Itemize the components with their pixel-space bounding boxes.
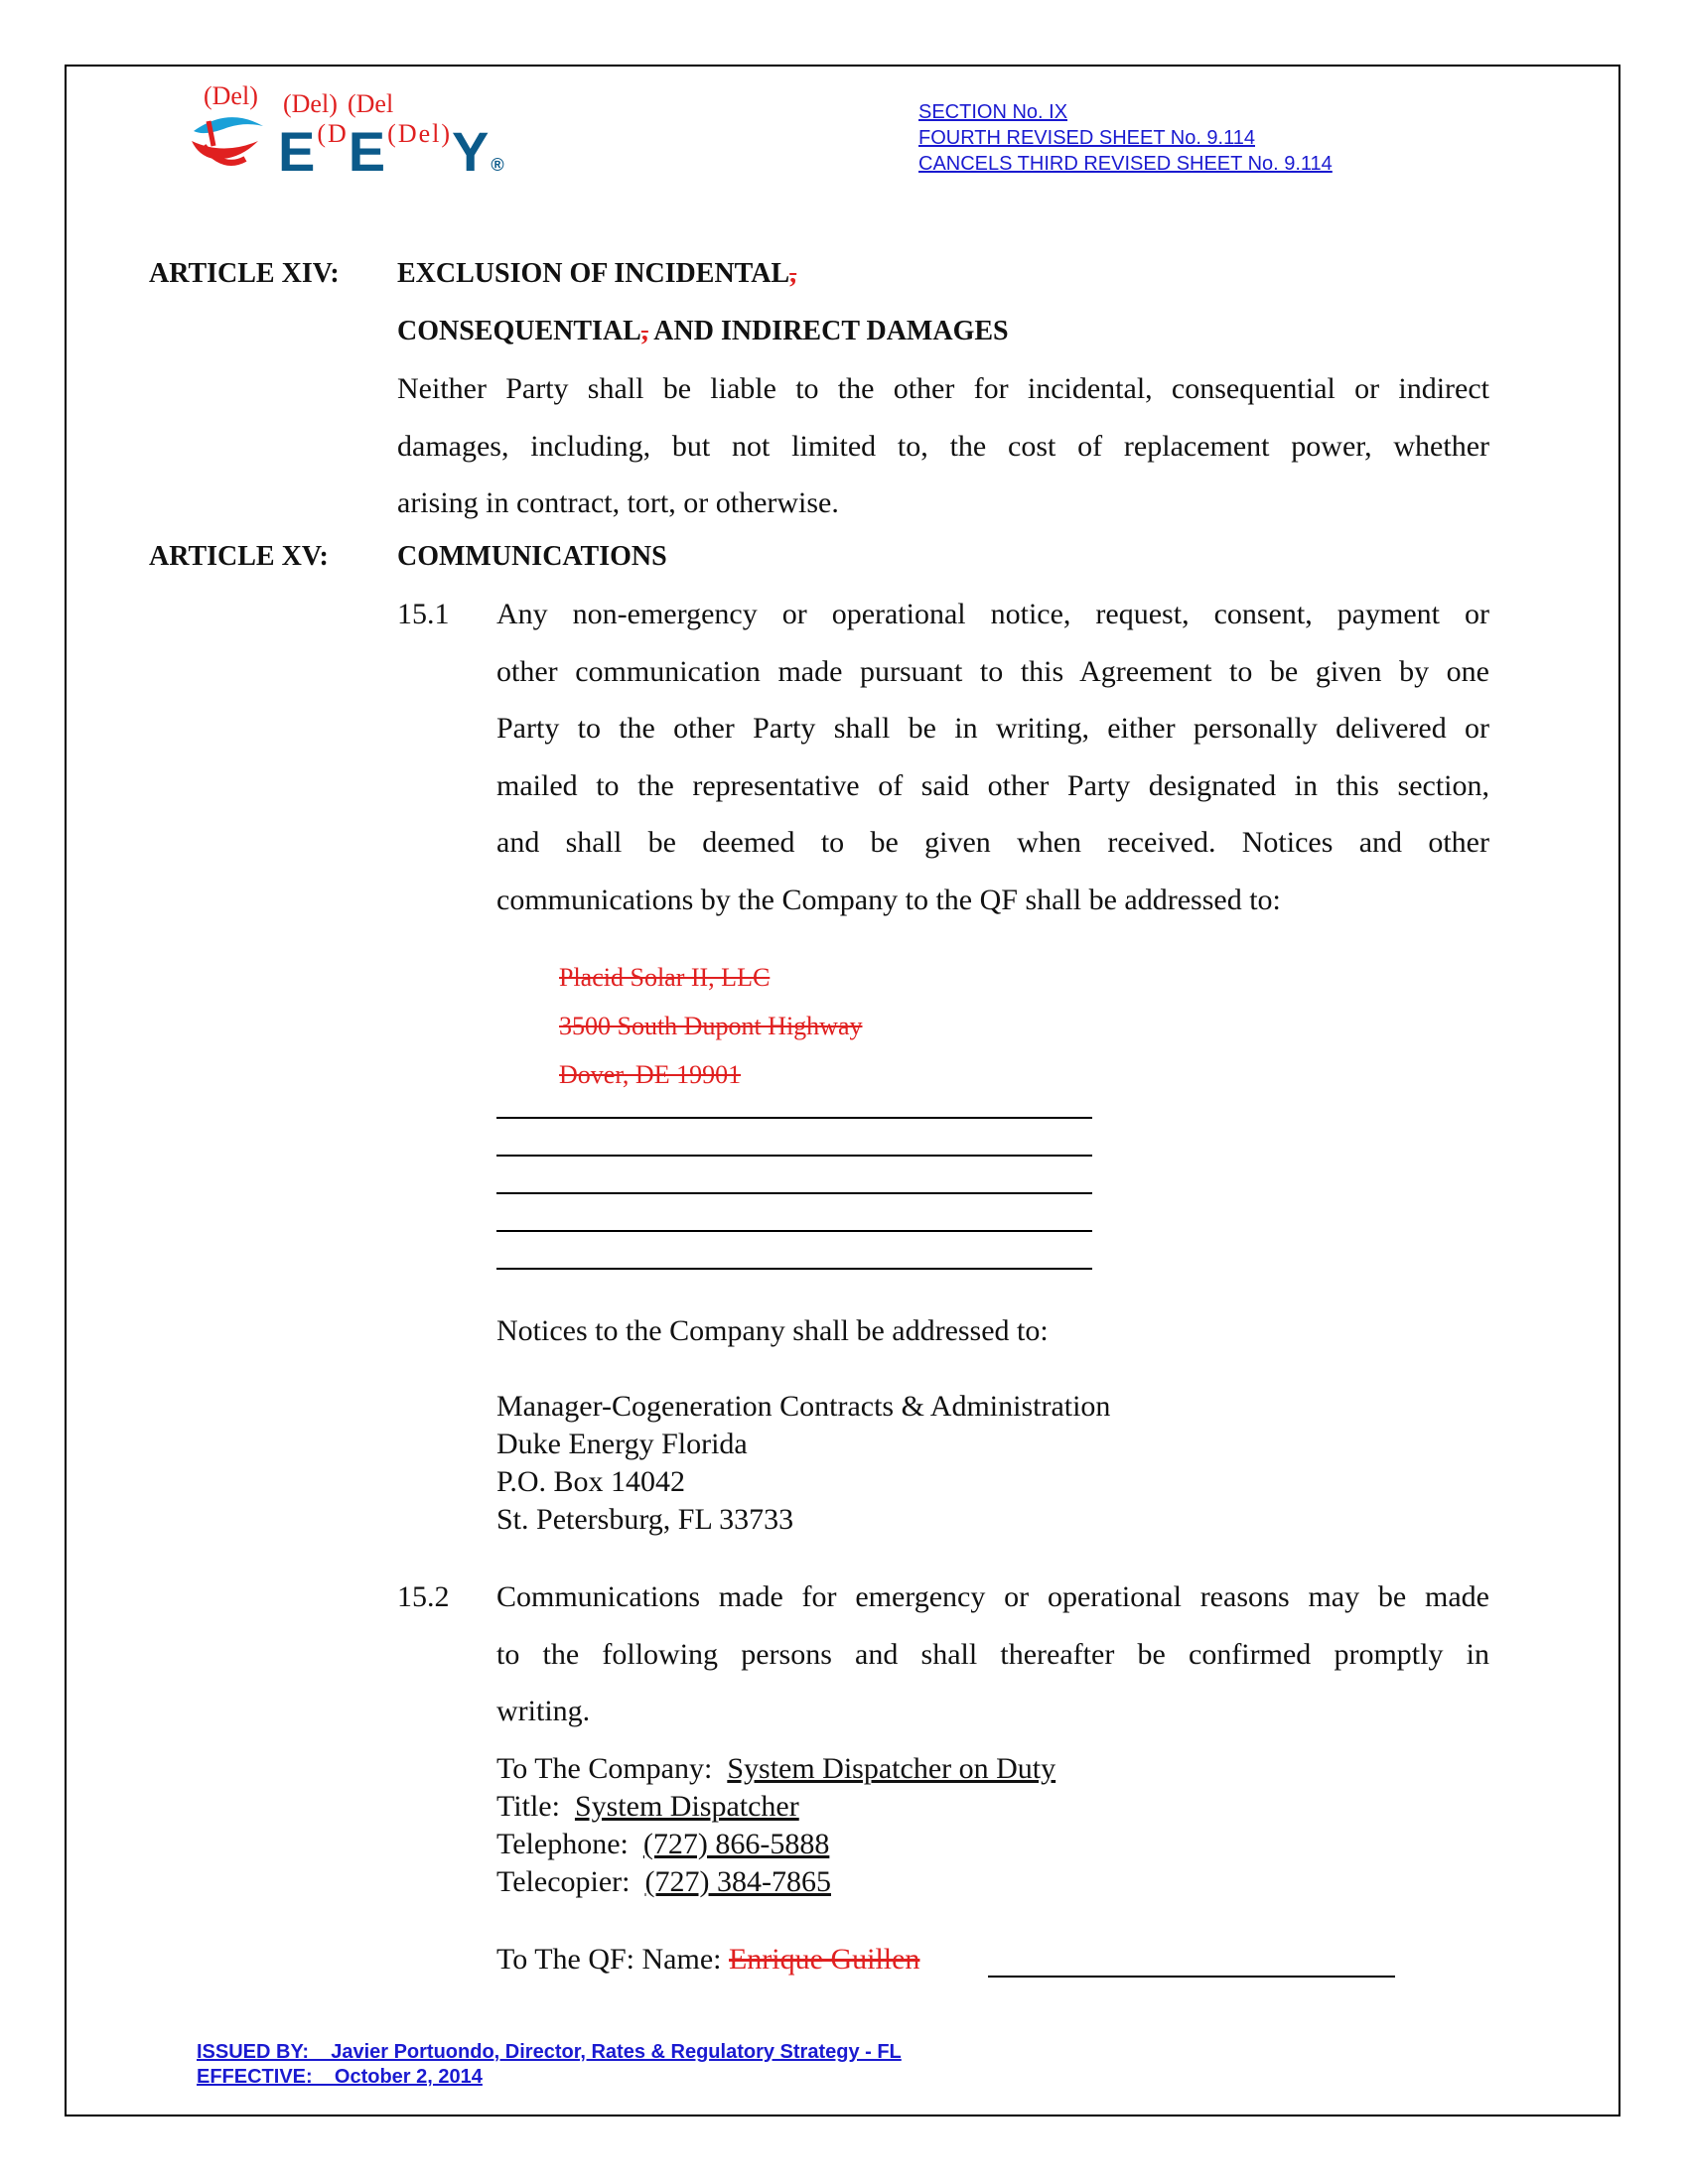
company-logo [184,81,506,183]
logo-swirl-icon [184,101,273,181]
qf-name-blank-line [988,1976,1395,1978]
issued-by: ISSUED BY: Javier Portuondo, Director, Rates & Regulatory Strategy - FL [197,2041,902,2063]
section-15-1-text: Any non-emergency or operational notice, request, consent, payment or other communication made pursuant to this Agreement to be given by one Party to the other Party shall be in writing, either personally delivered or mailed to the representative of said other Party designated in this section, and shall be deemed to be given when received. Notices and other communications by the Company to the QF shall be addressed to: [496,598,1489,916]
section-15-2-number: 15.2 [397,1580,450,1613]
cancels-sheet: CANCELS THIRD REVISED SHEET No. 9.114 [918,153,1333,175]
logo-del-mark: (Del) [283,89,338,118]
title-contact: Title: System Dispatcher [496,1790,799,1823]
blank-address-line [496,1268,1092,1270]
blank-address-line [496,1117,1092,1119]
logo-del-mark: (Del [348,89,394,118]
effective-date: EFFECTIVE: October 2, 2014 [197,2066,483,2088]
company-address: Manager-Cogeneration Contracts & Administration Duke Energy Florida P.O. Box 14042 St. Petersburg, FL 33733 [496,1390,1111,1536]
blank-address-line [496,1192,1092,1194]
article-15-label: ARTICLE XV: [149,541,329,572]
section-15-2-text: Communications made for emergency or operational reasons may be made to the following persons and shall thereafter be confirmed promptly in writing. [496,1580,1489,1727]
sheet-header [918,99,1333,177]
logo-del-mark: (Del) [204,81,258,110]
article-14-title-line2: CONSEQUENTIAL, AND INDIRECT DAMAGES [397,316,1009,346]
logo-wordmark: $E^{(D}E^{(Del)}Y®$ [278,119,506,183]
telephone-contact: Telephone: (727) 866-5888 [496,1828,830,1860]
section-number: SECTION No. IX [918,101,1068,123]
notices-to-company: Notices to the Company shall be addressed to: [496,1314,1049,1347]
footer [197,2040,902,2090]
article-14-label: ARTICLE XIV: [149,258,340,289]
revised-sheet: FOURTH REVISED SHEET No. 9.114 [918,127,1255,149]
article-14-title-line1: EXCLUSION OF INCIDENTAL, [397,258,797,289]
article-14-body: Neither Party shall be liable to the other for incidental, consequential or indirect damages, including, but not limited to, the cost of replacement power, whether arising in contract, tort, or otherwise. [397,372,1489,519]
telecopier-contact: Telecopier: (727) 384-7865 [496,1865,831,1898]
struck-qf-address: Placid Solar II, LLC 3500 South Dupont Highway Dover, DE 19901 [559,963,863,1089]
article-15-title: COMMUNICATIONS [397,541,667,572]
company-contact: To The Company: System Dispatcher on Duty [496,1752,1056,1785]
qf-contact: To The QF: Name: Enrique Guillen [496,1943,920,1976]
blank-address-line [496,1155,1092,1157]
section-15-1-number: 15.1 [397,598,450,630]
blank-address-line [496,1230,1092,1232]
emergency-contacts [496,1750,1055,1901]
